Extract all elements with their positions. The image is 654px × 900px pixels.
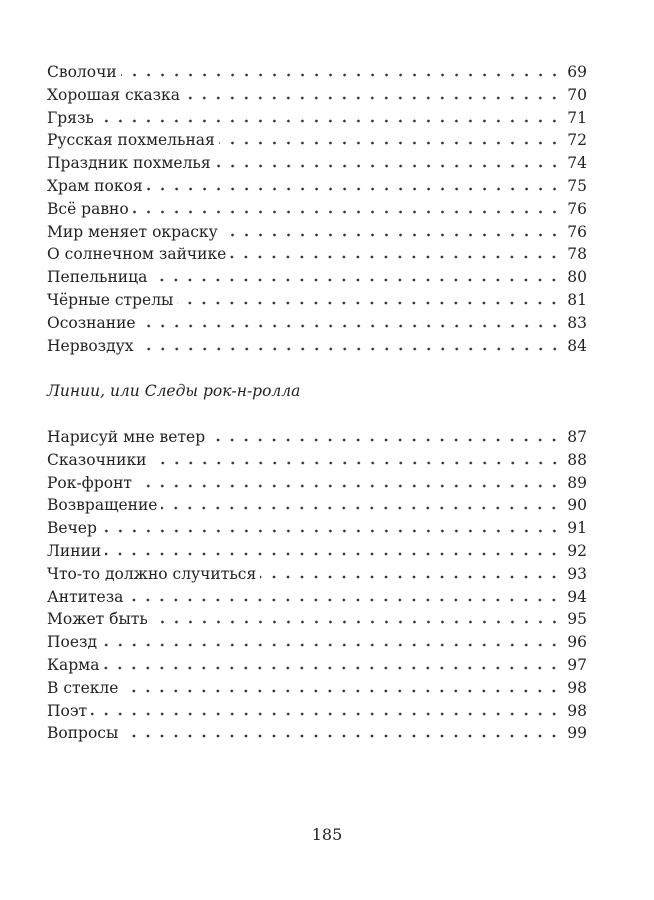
toc-entry: [47, 449, 587, 472]
entry-page-number: 90: [567, 496, 587, 515]
entry-page-number: 76: [567, 199, 587, 218]
toc-entry: [47, 266, 587, 289]
dot-leader: [184, 96, 561, 100]
entry-title: Нарисуй мне ветер: [47, 428, 206, 446]
dot-leader: [101, 643, 561, 647]
toc-entry: [47, 175, 587, 198]
entry-page-number: 88: [567, 450, 587, 469]
entry-title: О солнечном зайчике: [47, 245, 227, 264]
dot-leader: [209, 438, 561, 442]
entry-title: Всё равно: [47, 199, 129, 218]
entry-title: Храм покоя: [47, 176, 143, 195]
dot-leader: [127, 598, 561, 602]
dot-leader: [151, 278, 561, 282]
entry-page-number: 99: [567, 724, 587, 743]
page-number: 185: [311, 825, 343, 844]
toc-entry: [47, 84, 587, 107]
dot-leader: [98, 119, 561, 123]
dot-leader: [177, 301, 561, 305]
dot-leader: [122, 734, 561, 738]
toc-list-1: [47, 61, 587, 357]
entry-page-number: 98: [567, 701, 587, 720]
toc-entry: [47, 494, 587, 517]
entry-page-number: 97: [567, 655, 587, 674]
dot-leader: [161, 506, 561, 510]
entry-title: Грязь: [47, 108, 94, 127]
toc-entry: [47, 472, 587, 495]
entry-page-number: 72: [567, 131, 587, 150]
entry-title: Карма: [47, 655, 100, 674]
dot-leader: [122, 689, 561, 693]
dot-leader: [121, 73, 562, 77]
entry-title: Чёрные стрелы: [47, 290, 174, 309]
dot-leader: [101, 529, 561, 533]
dot-leader: [140, 324, 562, 328]
entry-title: Хорошая сказка: [47, 85, 180, 104]
entry-title: Антитеза: [47, 587, 124, 606]
entry-title: Рок-фронт: [47, 473, 132, 492]
toc-entry: [47, 107, 587, 130]
toc-entry: [47, 312, 587, 335]
dot-leader: [230, 255, 561, 259]
entry-page-number: 96: [567, 633, 587, 652]
entry-title: Сволочи: [47, 63, 117, 81]
entry-page-number: 71: [567, 108, 587, 127]
entry-title: Нервоздух: [47, 336, 134, 355]
toc-entry: [47, 426, 587, 449]
entry-title: Пепельница: [47, 268, 148, 287]
toc-entry: [47, 517, 587, 540]
dot-leader: [91, 712, 561, 716]
dot-leader: [147, 187, 562, 191]
entry-title: Праздник похмелья: [47, 154, 211, 173]
entry-title: В стекле: [47, 678, 119, 697]
entry-title: Поезд: [47, 633, 98, 652]
section-heading: Линии, или Следы рок-н-ролла: [47, 382, 301, 400]
dot-leader: [215, 164, 562, 168]
toc-entry: [47, 221, 587, 244]
entry-title: Поэт: [47, 701, 88, 720]
toc-entry: [47, 722, 587, 745]
entry-page-number: 74: [567, 154, 587, 173]
entry-title: Сказочники: [47, 450, 147, 469]
toc-entry: [47, 198, 587, 221]
entry-title: Возвращение: [47, 496, 158, 515]
entry-page-number: 70: [567, 85, 587, 104]
entry-page-number: 75: [567, 176, 587, 195]
dot-leader: [133, 210, 562, 214]
toc-entry: [47, 289, 587, 312]
dot-leader: [260, 575, 561, 579]
entry-page-number: 94: [567, 587, 587, 606]
dot-leader: [222, 233, 562, 237]
entry-title: Что-то должно случиться: [47, 564, 257, 583]
entry-page-number: 87: [567, 428, 587, 446]
dot-leader: [136, 484, 561, 488]
entry-page-number: 92: [567, 541, 587, 560]
dot-leader: [219, 141, 561, 145]
entry-page-number: 89: [567, 473, 587, 492]
entry-page-number: 84: [567, 336, 587, 355]
toc-entry: [47, 586, 587, 609]
entry-page-number: 81: [567, 290, 587, 309]
entry-title: Русская похмельная: [47, 131, 215, 150]
toc-entry: [47, 152, 587, 175]
toc-entry: [47, 563, 587, 586]
toc-entry: [47, 700, 587, 723]
toc-entry: [47, 61, 587, 84]
toc-list-2: [47, 426, 587, 745]
entry-page-number: 78: [567, 245, 587, 264]
toc-entry: [47, 540, 587, 563]
entry-title: Может быть: [47, 610, 148, 629]
dot-leader: [138, 347, 562, 351]
toc-entry: [47, 654, 587, 677]
entry-title: Мир меняет окраску: [47, 222, 218, 241]
dot-leader: [152, 620, 561, 624]
entry-title: Линии: [47, 541, 102, 560]
dot-leader: [105, 552, 561, 556]
entry-page-number: 91: [567, 519, 587, 538]
entry-page-number: 80: [567, 268, 587, 287]
entry-title: Вечер: [47, 519, 97, 538]
entry-title: Вопросы: [47, 724, 119, 743]
entry-page-number: 69: [567, 63, 587, 81]
toc-entry: [47, 243, 587, 266]
toc-entry: [47, 677, 587, 700]
entry-page-number: 93: [567, 564, 587, 583]
entry-page-number: 83: [567, 313, 587, 332]
toc-entry: [47, 129, 587, 152]
entry-page-number: 95: [567, 610, 587, 629]
toc-entry: [47, 335, 587, 358]
dot-leader: [151, 461, 562, 465]
entry-page-number: 98: [567, 678, 587, 697]
entry-title: Осознание: [47, 313, 136, 332]
dot-leader: [103, 666, 561, 670]
toc-entry: [47, 631, 587, 654]
toc-entry: [47, 608, 587, 631]
entry-page-number: 76: [567, 222, 587, 241]
